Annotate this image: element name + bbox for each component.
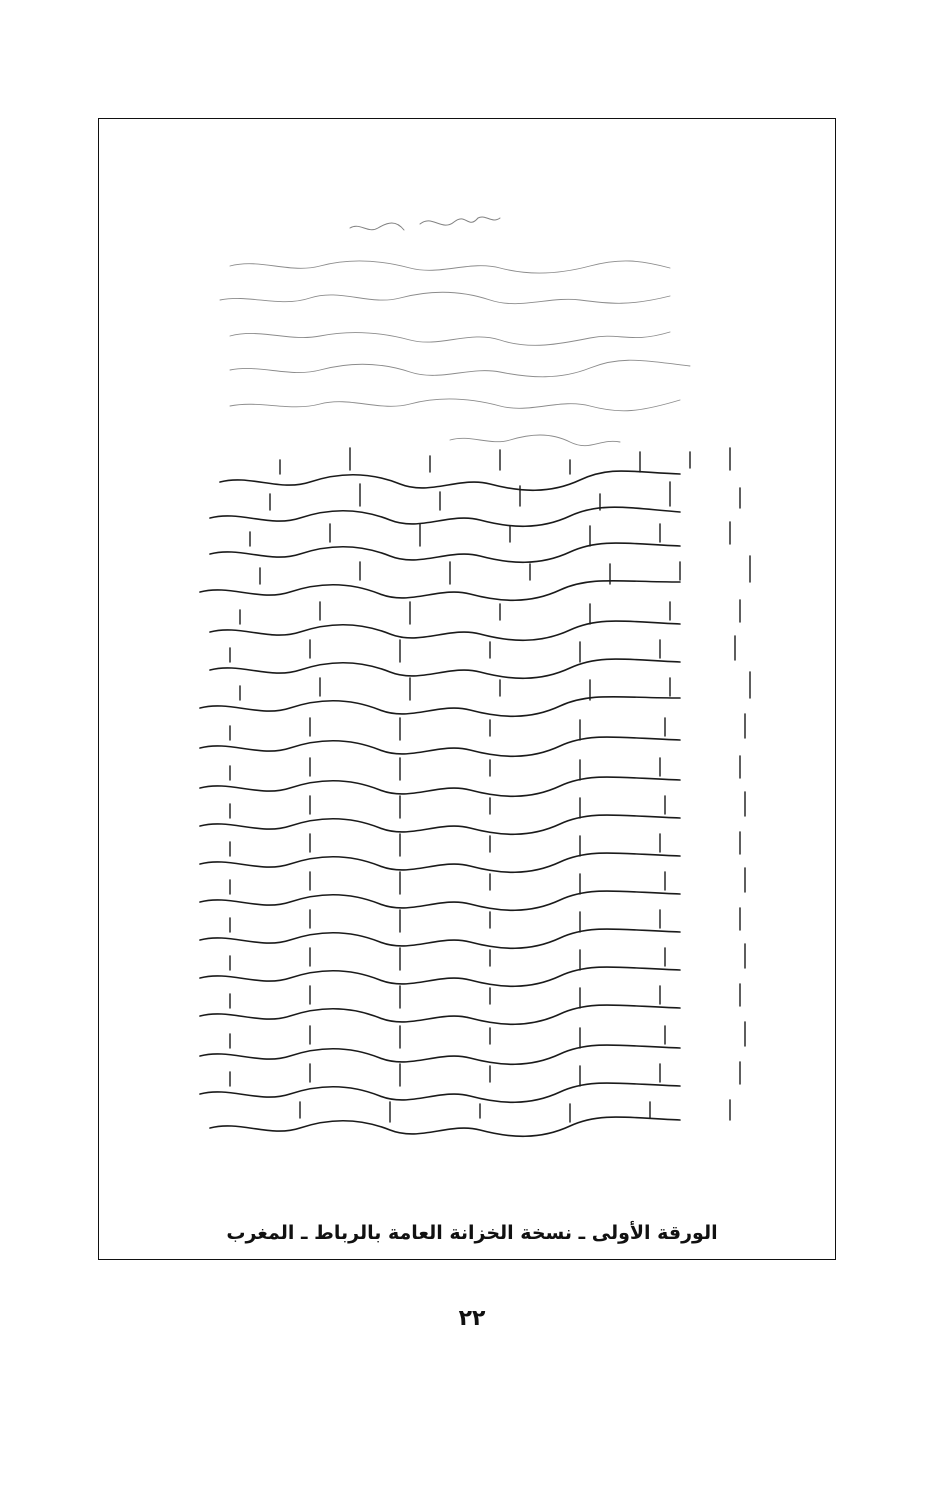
handwritten-manuscript-image [170,200,780,1140]
page-number: ٢٢ [458,1306,486,1331]
caption: الورقة الأولى ـ نسخة الخزانة العامة بالرباط ـ المغرب [226,1222,718,1244]
